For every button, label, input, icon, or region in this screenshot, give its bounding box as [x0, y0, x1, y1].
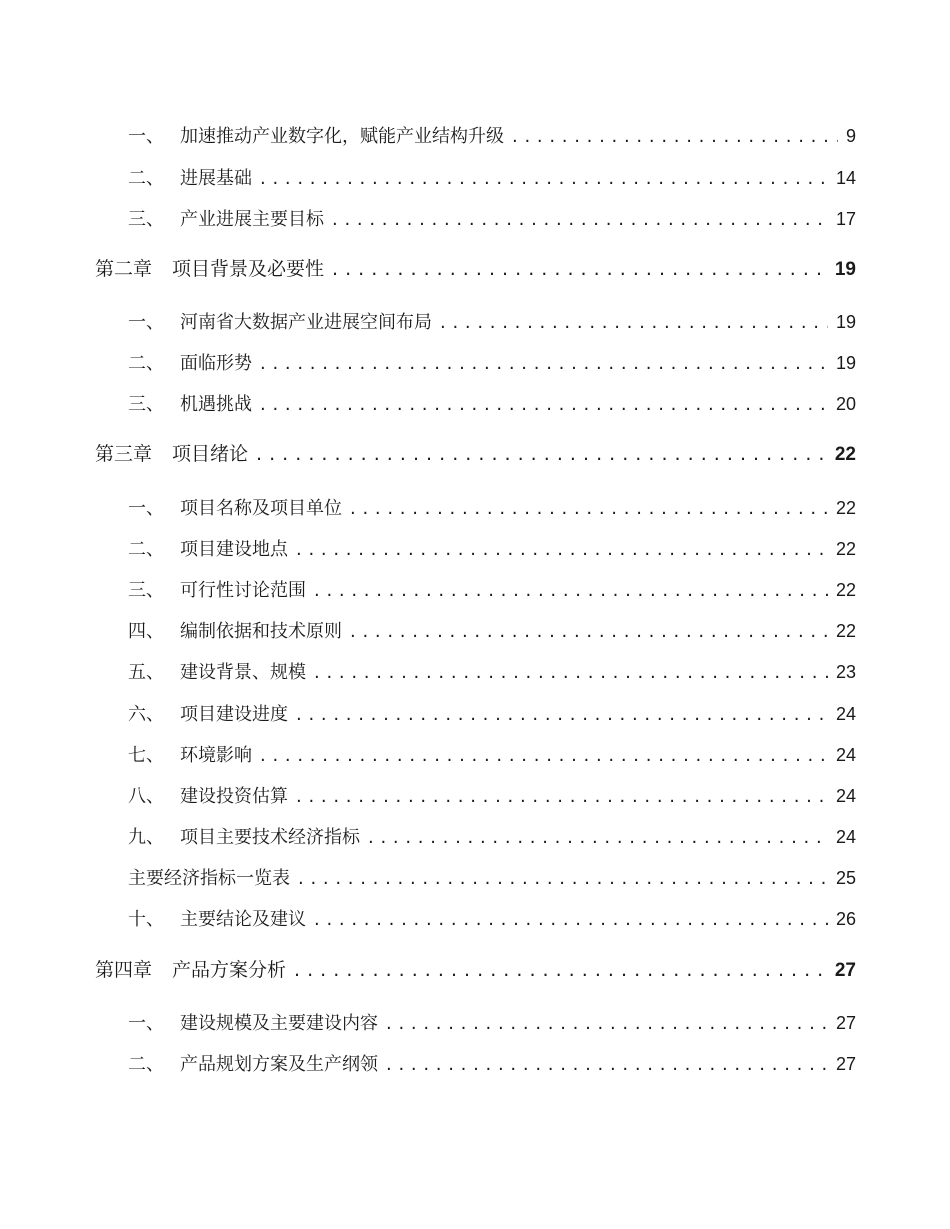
- toc-entry[interactable]: [128, 576, 856, 602]
- toc-entry-title: 主要结论及建议: [180, 909, 306, 930]
- toc-entry-title: 建设规模及主要建设内容: [180, 1013, 378, 1034]
- toc-entry-page: 24: [835, 745, 856, 765]
- toc-entry-number: 七、: [128, 745, 164, 766]
- toc-entry[interactable]: [128, 164, 856, 190]
- dot-leader: [260, 168, 828, 189]
- dot-leader: [260, 394, 828, 415]
- dot-leader: [350, 621, 828, 642]
- toc-entry-title: 进展基础: [180, 168, 252, 189]
- toc-chapter-number: 第三章: [95, 443, 153, 465]
- toc-entry-number: 二、: [128, 353, 164, 374]
- dot-leader: [512, 126, 838, 147]
- toc-entry-title: 建设背景、规模: [180, 662, 306, 683]
- toc-entry[interactable]: [128, 823, 856, 849]
- toc-entry-page: 17: [835, 209, 856, 229]
- toc-entry[interactable]: [128, 741, 856, 767]
- toc-entry-number: 三、: [128, 394, 164, 415]
- toc-entry-number: 三、: [128, 209, 164, 230]
- toc-entry-title: 项目主要技术经济指标: [180, 827, 360, 848]
- dot-leader: [298, 868, 828, 889]
- toc-entry-number: 一、: [128, 1013, 164, 1034]
- toc-entry-number: 二、: [128, 539, 164, 560]
- dot-leader: [350, 498, 828, 519]
- toc-entry-title: 产品规划方案及生产纲领: [180, 1054, 378, 1075]
- toc-entry-page: 24: [835, 786, 856, 806]
- toc-entry-title: 编制依据和技术原则: [180, 621, 342, 642]
- toc-entry-page: 20: [835, 394, 856, 414]
- toc-entry-page: 14: [835, 168, 856, 188]
- toc-entry-number: 十、: [128, 909, 164, 930]
- toc-entry[interactable]: [128, 782, 856, 808]
- toc-entry-number: 二、: [128, 168, 164, 189]
- toc-entry-number: 一、: [128, 312, 164, 333]
- toc-entry[interactable]: [128, 390, 856, 416]
- dot-leader: [332, 209, 828, 230]
- toc-entry[interactable]: [128, 617, 856, 643]
- dot-leader: [314, 662, 828, 683]
- toc-entry-number: 六、: [128, 704, 164, 725]
- toc-entry-number: 四、: [128, 621, 164, 642]
- dot-leader: [386, 1013, 828, 1034]
- toc-entry-title: 面临形势: [180, 353, 252, 374]
- toc-entry-page: 23: [835, 662, 856, 682]
- dot-leader: [296, 704, 828, 725]
- toc-entry-page: 27: [835, 1013, 856, 1033]
- toc-entry-number: 八、: [128, 786, 164, 807]
- toc-entry[interactable]: [128, 1009, 856, 1035]
- toc-entry[interactable]: [128, 1050, 856, 1076]
- toc-entry-page: 27: [835, 1054, 856, 1074]
- toc-entry-title: 项目建设进度: [180, 704, 288, 725]
- toc-chapter-page: 22: [834, 444, 856, 465]
- toc-entry[interactable]: [128, 308, 856, 334]
- toc-entry-title: 建设投资估算: [180, 786, 288, 807]
- toc-chapter-page: 27: [834, 960, 856, 981]
- toc-chapter-page: 19: [834, 259, 856, 280]
- toc-entry-number: 五、: [128, 662, 164, 683]
- toc-entry[interactable]: [128, 122, 856, 148]
- dot-leader: [260, 745, 828, 766]
- dot-leader: [260, 353, 828, 374]
- toc-chapter-number: 第四章: [95, 959, 153, 981]
- toc-chapter-number: 第二章: [95, 258, 153, 280]
- toc-entry[interactable]: [128, 349, 856, 375]
- toc-entry-title: 产业进展主要目标: [180, 209, 324, 230]
- toc-entry-number: 一、: [128, 498, 164, 519]
- toc-entry-title: 机遇挑战: [180, 394, 252, 415]
- dot-leader: [440, 312, 828, 333]
- toc-entry-page: 24: [835, 827, 856, 847]
- toc-entry-page: 22: [835, 498, 856, 518]
- toc-entry-title: 河南省大数据产业进展空间布局: [180, 312, 432, 333]
- toc-table-entry[interactable]: [128, 864, 856, 890]
- toc-entry-page: 19: [835, 353, 856, 373]
- toc-entry-number: 九、: [128, 827, 164, 848]
- toc-entry-title: 主要经济指标一览表: [128, 868, 290, 889]
- toc-entry-title: 项目名称及项目单位: [180, 498, 342, 519]
- toc-entry-page: 9: [845, 126, 856, 146]
- dot-leader: [296, 539, 828, 560]
- dot-leader: [294, 959, 827, 981]
- toc-entry-page: 22: [835, 580, 856, 600]
- toc-entry-title: 项目建设地点: [180, 539, 288, 560]
- toc-entry-page: 22: [835, 539, 856, 559]
- toc-entry[interactable]: [128, 905, 856, 931]
- toc-entry[interactable]: [128, 205, 856, 231]
- toc-entry-number: 二、: [128, 1054, 164, 1075]
- toc-chapter-entry[interactable]: [95, 254, 856, 281]
- toc-entry-page: 26: [835, 909, 856, 929]
- toc-entry-title: 可行性讨论范围: [180, 580, 306, 601]
- toc-chapter-title: 产品方案分析: [172, 959, 287, 981]
- toc-chapter-entry[interactable]: [95, 439, 856, 466]
- toc-entry-page: 25: [835, 868, 856, 888]
- dot-leader: [314, 580, 828, 601]
- toc-entry-number: 一、: [128, 126, 164, 147]
- toc-entry-title: 环境影响: [180, 745, 252, 766]
- toc-chapter-title: 项目背景及必要性: [172, 258, 325, 280]
- toc-entry-page: 19: [835, 312, 856, 332]
- dot-leader: [386, 1054, 828, 1075]
- toc-entry[interactable]: [128, 494, 856, 520]
- dot-leader: [368, 827, 828, 848]
- toc-entry-number: 三、: [128, 580, 164, 601]
- toc-entry-page: 22: [835, 621, 856, 641]
- toc-chapter-entry[interactable]: [95, 955, 856, 982]
- toc-entry-title: 加速推动产业数字化，赋能产业结构升级: [180, 126, 504, 147]
- dot-leader: [314, 909, 828, 930]
- toc-entry[interactable]: [128, 535, 856, 561]
- dot-leader: [256, 443, 827, 465]
- dot-leader: [332, 258, 827, 280]
- toc-entry[interactable]: [128, 658, 856, 684]
- toc-entry-page: 24: [835, 704, 856, 724]
- toc-entry[interactable]: [128, 700, 856, 726]
- dot-leader: [296, 786, 828, 807]
- toc-chapter-title: 项目绪论: [172, 443, 249, 465]
